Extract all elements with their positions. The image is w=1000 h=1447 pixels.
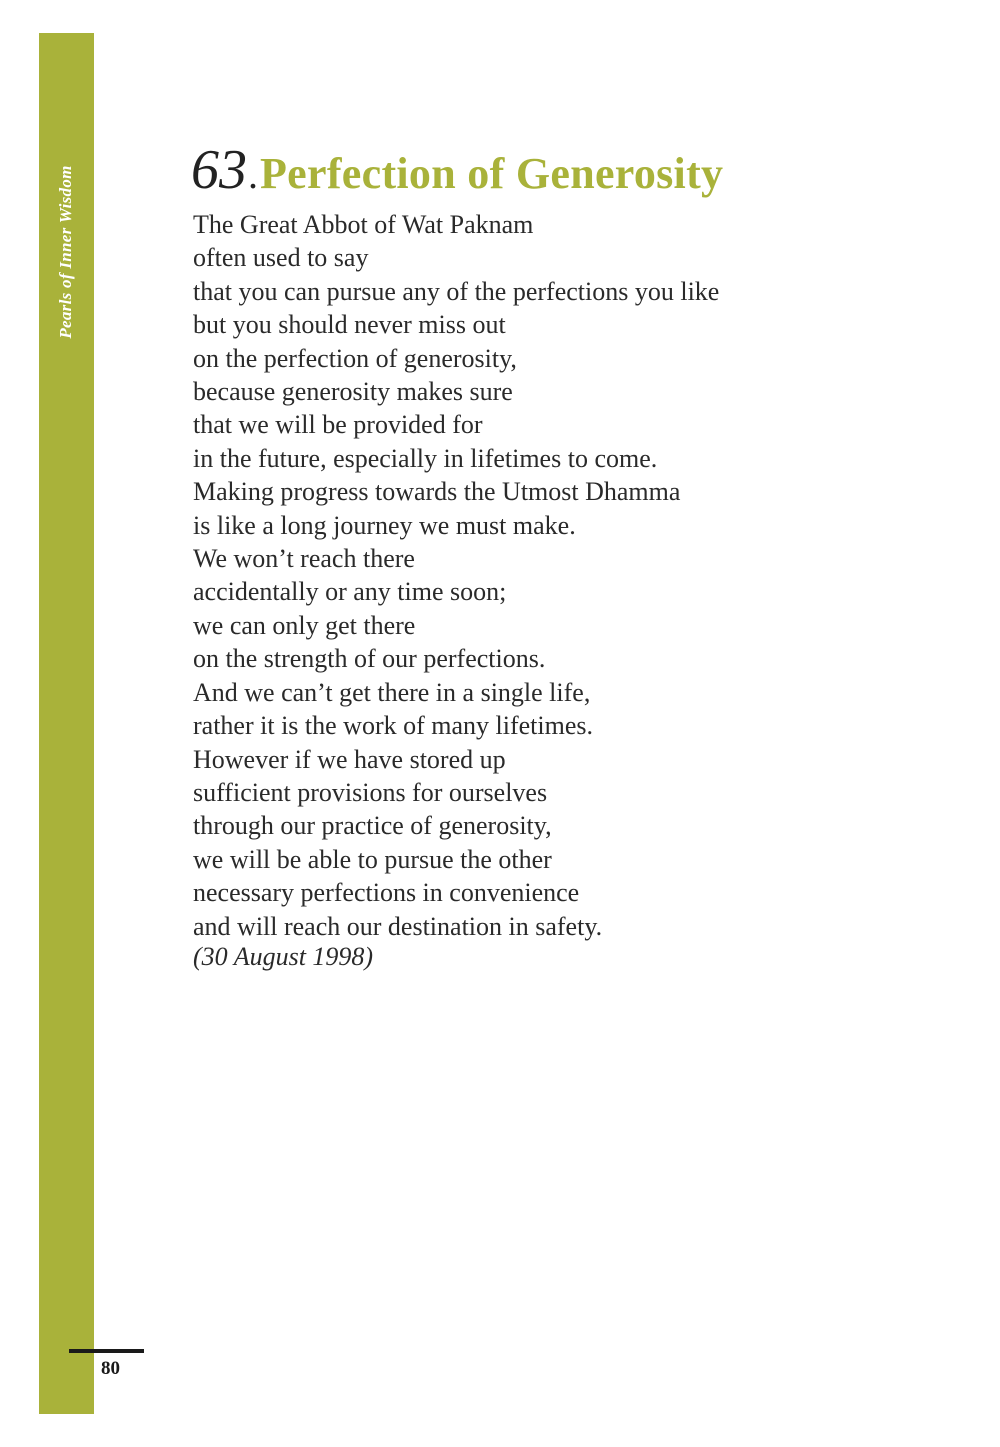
poem-line: on the perfection of generosity,	[193, 343, 517, 373]
poem-body	[193, 208, 953, 943]
poem-line: often used to say	[193, 243, 369, 273]
poem-line: we will be able to pursue the other	[193, 844, 552, 874]
poem-line: that you can pursue any of the perfections you like	[193, 276, 720, 306]
poem-line: and will reach our destination in safety.	[193, 911, 603, 941]
poem-line: rather it is the work of many lifetimes.	[193, 711, 594, 741]
poem-line: but you should never miss out	[193, 310, 506, 340]
poem-line: The Great Abbot of Wat Paknam	[193, 210, 534, 239]
poem-line: because generosity makes sure	[193, 377, 513, 407]
page-number: 80	[101, 1358, 120, 1379]
poem-line: is like a long journey we must make.	[193, 510, 576, 540]
poem-line: through our practice of generosity,	[193, 811, 552, 841]
chapter-heading	[191, 139, 724, 201]
poem-line: Making progress towards the Utmost Dhamma	[193, 477, 681, 507]
poem-line: accidentally or any time soon;	[193, 577, 507, 607]
poem-line: that we will be provided for	[193, 410, 483, 440]
poem-line: We won’t reach there	[193, 544, 415, 574]
poem-line: we can only get there	[193, 610, 416, 640]
chapter-number: 63	[191, 139, 247, 201]
chapter-title: Perfection of Generosity	[260, 149, 724, 198]
poem-line: on the strength of our perfections.	[193, 644, 546, 674]
poem-date: (30 August 1998)	[193, 942, 374, 971]
poem-line: And we can’t get there in a single life,	[193, 677, 591, 707]
chapter-separator: .	[248, 152, 258, 197]
poem-line: in the future, especially in lifetimes to come.	[193, 443, 658, 473]
footer-rule	[69, 1349, 144, 1353]
running-head: Pearls of Inner Wisdom	[56, 165, 75, 339]
poem-line: sufficient provisions for ourselves	[193, 777, 548, 807]
poem-line: necessary perfections in convenience	[193, 878, 580, 908]
poem-line: However if we have stored up	[193, 744, 506, 774]
